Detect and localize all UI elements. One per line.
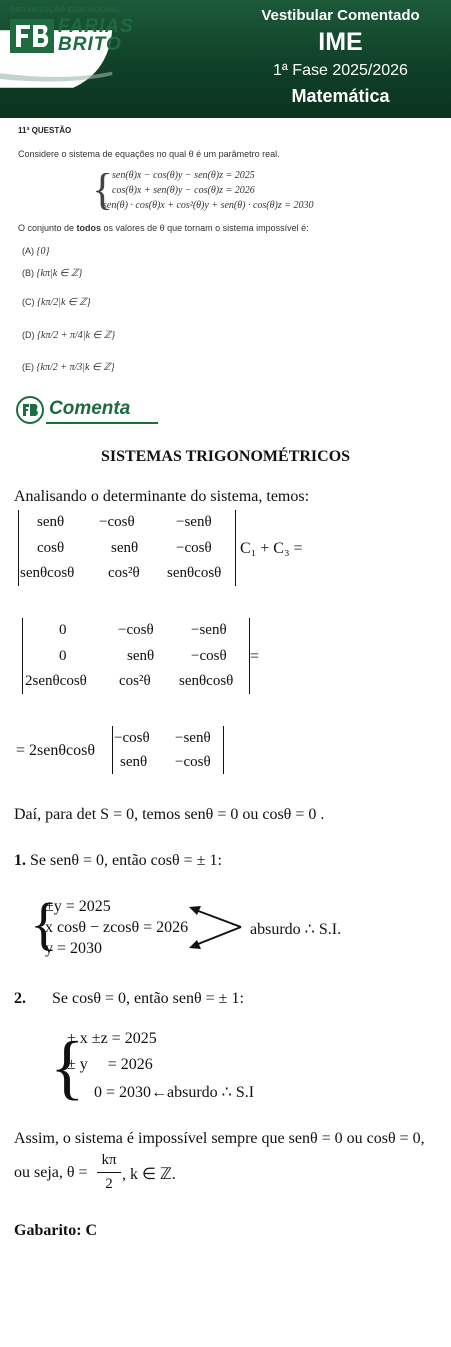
det3-prefix: = 2senθcosθ bbox=[16, 742, 96, 759]
question-eq1: sen(θ)x − cos(θ)y − sen(θ)z = 2025 bbox=[112, 170, 255, 181]
det2-cell: 0 bbox=[59, 648, 67, 664]
fb-logo-icon bbox=[10, 19, 54, 53]
fb-circle-icon bbox=[16, 396, 44, 424]
det3-cell: −senθ bbox=[175, 730, 211, 746]
det1-cell: senθcosθ bbox=[167, 565, 222, 581]
page-header bbox=[0, 0, 451, 118]
case-2-eq1: ± x ±z = 2025 bbox=[67, 1030, 157, 1047]
case-1-brace: { bbox=[30, 891, 58, 956]
determinant-1 bbox=[18, 510, 236, 586]
det2-cell: 2senθcosθ bbox=[25, 673, 87, 689]
det1-cell: −cosθ bbox=[99, 514, 135, 530]
det1-operation: C₁ + C₃ = bbox=[240, 540, 303, 557]
option-label: (A) bbox=[22, 246, 34, 256]
option-text: {kπ/2 + π/4|k ∈ ℤ} bbox=[37, 330, 116, 341]
question-prompt bbox=[18, 223, 309, 233]
det1-cell: −senθ bbox=[176, 514, 212, 530]
option-label: (B) bbox=[22, 268, 34, 278]
header-line-materia: Matemática bbox=[291, 86, 390, 106]
det3-cell: −cosθ bbox=[175, 754, 211, 770]
case-1-note: absurdo ∴ S.I. bbox=[250, 921, 342, 938]
question-prompt-bold: todos bbox=[76, 223, 102, 233]
option-text: {kπ/2 + π/3|k ∈ ℤ} bbox=[36, 362, 115, 373]
conclusion-fraction-denominator: 2 bbox=[105, 1176, 113, 1192]
det2-cell: 0 bbox=[59, 622, 67, 638]
option-label: (C) bbox=[22, 297, 35, 307]
comenta-label: Comenta bbox=[49, 398, 131, 419]
conclusion-fraction-bar bbox=[97, 1172, 121, 1173]
comenta-banner bbox=[16, 396, 156, 426]
question-eq3: sen(θ) · cos(θ)x + cos²(θ)y + sen(θ) · cos(θ)z = 2030 bbox=[103, 200, 314, 211]
case-2-number: 2. bbox=[14, 990, 26, 1007]
case-1-eq1: ±y = 2025 bbox=[45, 898, 111, 915]
case-2-heading bbox=[14, 990, 244, 1008]
case-1-eq3: y = 2030 bbox=[45, 940, 103, 957]
det1-cell: cosθ bbox=[37, 540, 65, 556]
det2-cell: −cosθ bbox=[118, 622, 154, 638]
case-1-text: Se senθ = 0, então cosθ = ± 1: bbox=[26, 852, 222, 869]
det1-cell: −cosθ bbox=[176, 540, 212, 556]
option-label: (E) bbox=[22, 362, 34, 372]
header-line-vestibular: Vestibular Comentado bbox=[261, 7, 420, 24]
case-1-arrows bbox=[185, 900, 255, 955]
conclusion-fraction-numerator: kπ bbox=[101, 1152, 117, 1168]
question-number: 11ª QUESTÃO bbox=[18, 126, 72, 135]
det2-cell: −cosθ bbox=[191, 648, 227, 664]
question-prompt-pre: O conjunto de bbox=[18, 223, 77, 233]
case-1-eq2: x cosθ − zcosθ = 2026 bbox=[45, 919, 189, 936]
det3-cell: −cosθ bbox=[114, 730, 150, 746]
solution-title: SISTEMAS TRIGONOMÉTRICOS bbox=[100, 448, 351, 465]
logo-word-farias: FARIAS bbox=[58, 16, 134, 37]
solution-intro: Analisando o determinante do sistema, temos: bbox=[14, 488, 310, 505]
case-2-brace: { bbox=[50, 1027, 85, 1107]
header-line-fase: 1ª Fase 2025/2026 bbox=[273, 62, 408, 79]
option-text: {0} bbox=[36, 246, 50, 257]
det2-cell: senθ bbox=[127, 648, 155, 664]
det3-cell: senθ bbox=[120, 754, 148, 770]
case-2-text: Se cosθ = 0, então senθ = ± 1: bbox=[52, 990, 244, 1007]
det2-operation: = bbox=[250, 648, 260, 665]
case-1-heading bbox=[14, 852, 222, 870]
conclusion-line-2-tail: , k ∈ ℤ. bbox=[122, 1166, 176, 1183]
comenta-underline bbox=[46, 422, 158, 424]
option-e bbox=[22, 362, 115, 373]
option-c bbox=[22, 297, 91, 308]
det1-cell: senθ bbox=[37, 514, 65, 530]
case-2-eq3: 0 = 2030←absurdo ∴ S.I bbox=[94, 1084, 255, 1101]
option-label: (D) bbox=[22, 330, 35, 340]
determinant-2 bbox=[22, 618, 250, 694]
det2-cell: −senθ bbox=[191, 622, 227, 638]
det1-cell: senθcosθ bbox=[20, 565, 75, 581]
option-d bbox=[22, 330, 115, 341]
farias-brito-logo bbox=[10, 16, 134, 56]
det1-cell: senθ bbox=[111, 540, 139, 556]
det1-cell: cos²θ bbox=[108, 565, 140, 581]
header-line-ime: IME bbox=[318, 28, 363, 56]
question-eq2: cos(θ)x + sen(θ)y − cos(θ)z = 2026 bbox=[112, 185, 255, 196]
logo-word-brito: BRITO bbox=[58, 34, 122, 55]
question-system-brace: { bbox=[92, 165, 114, 214]
option-text: {kπ|k ∈ ℤ} bbox=[36, 268, 83, 279]
gabarito: Gabarito: C bbox=[14, 1222, 98, 1239]
logo-tagline: ORGANIZAÇÃO EDUCACIONAL bbox=[10, 7, 122, 14]
question-intro: Considere o sistema de equações no qual θ é um parâmetro real. bbox=[18, 149, 280, 159]
option-a bbox=[22, 246, 50, 257]
det2-cell: cos²θ bbox=[119, 673, 151, 689]
determinant-3 bbox=[112, 726, 224, 774]
case-2-eq2: ± y = 2026 bbox=[67, 1056, 153, 1073]
option-text: {kπ/2|k ∈ ℤ} bbox=[37, 297, 91, 308]
conclusion-line-1: Assim, o sistema é impossível sempre que senθ = 0 ou cosθ = 0, bbox=[14, 1130, 425, 1147]
option-b bbox=[22, 268, 82, 279]
conclusion-line-2: ou seja, θ = bbox=[14, 1164, 88, 1181]
case-1-number: 1. bbox=[14, 852, 26, 869]
det2-cell: senθcosθ bbox=[179, 673, 234, 689]
question-prompt-post: os valores de θ que tornam o sistema impossível é: bbox=[101, 223, 309, 233]
dai-statement: Daí, para det S = 0, temos senθ = 0 ou cosθ = 0 . bbox=[14, 806, 325, 823]
